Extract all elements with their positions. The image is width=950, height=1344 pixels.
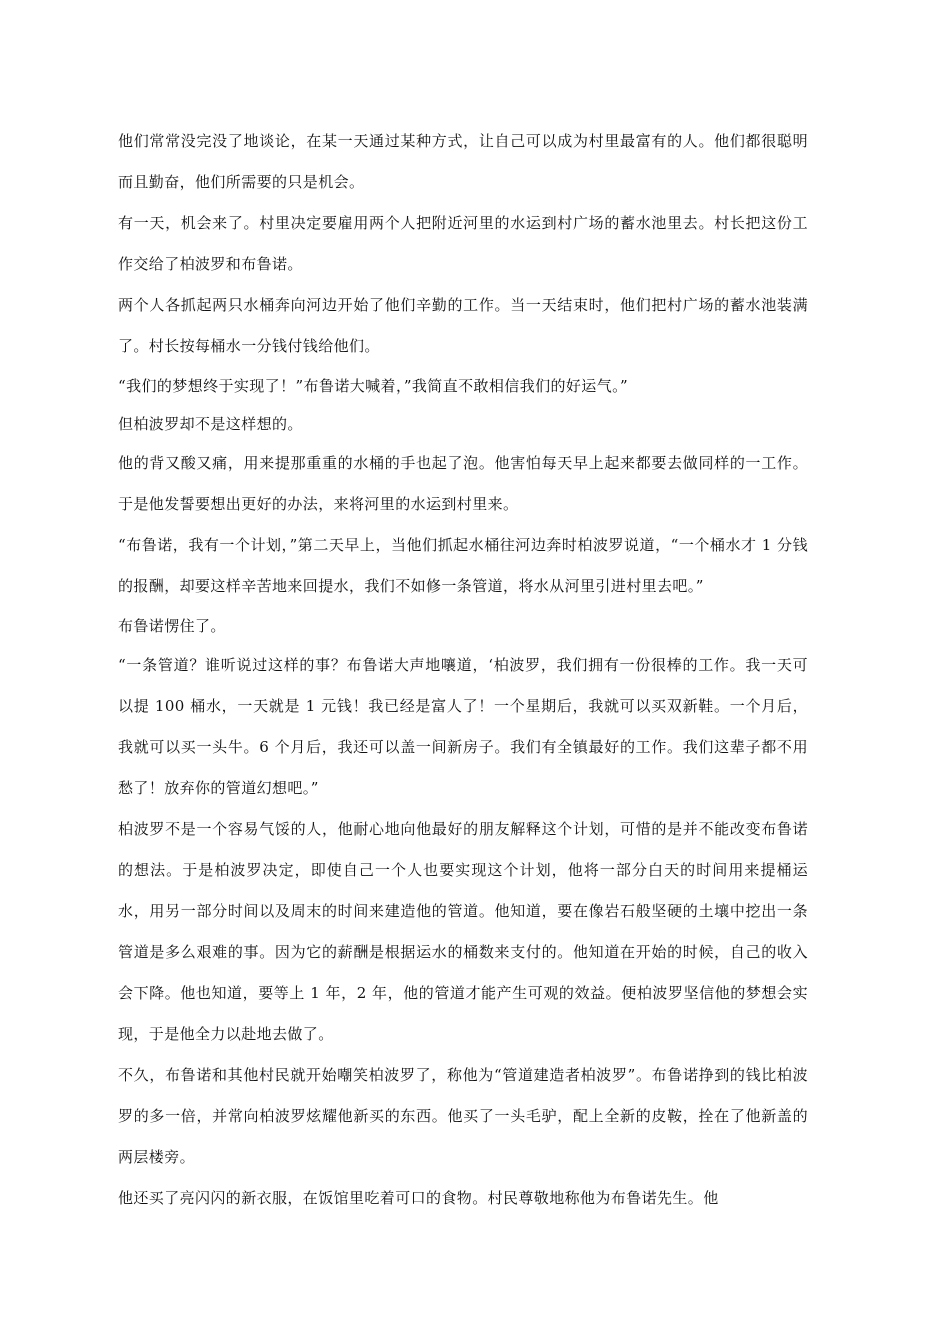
paragraph-3: 两个人各抓起两只水桶奔向河边开始了他们辛勤的工作。当一天结束时，他们把村广场的蓄水池装满了。村长按每桶水一分钱付钱给他们。 — [118, 296, 808, 355]
paragraph-9: “一条管道？谁听说过这样的事？布鲁诺大声地嚷道，‘柏波罗，我们拥有一份很棒的工作。我一天可以提 100 桶水，一天就是 1 元钱！我已经是富人了！一个星期后，我就可以买双新鞋。一个月后，我就可以买一头牛。6 个月后，我还可以盖一间新房子。我们有全镇最好的工作。我们这辈子都不用愁了！放弃你的管道幻想吧。” — [118, 656, 808, 797]
paragraph-11: 不久，布鲁诺和其他村民就开始嘲笑柏波罗了，称他为“管道建造者柏波罗”。布鲁诺挣到的钱比柏波罗的多一倍，并常向柏波罗炫耀他新买的东西。他买了一头毛驴，配上全新的皮鞍，拴在了他新盖的两层楼旁。 — [118, 1066, 808, 1166]
paragraph-12: 他还买了亮闪闪的新衣服，在饭馆里吃着可口的食物。村民尊敬地称他为布鲁诺先生。他 — [118, 1189, 719, 1207]
document-body — [118, 121, 808, 1219]
paragraph-8: 布鲁诺愣住了。 — [118, 617, 226, 635]
paragraph-5: 但柏波罗却不是这样想的。 — [118, 415, 303, 433]
paragraph-10: 柏波罗不是一个容易气馁的人，他耐心地向他最好的朋友解释这个计划，可惜的是并不能改变布鲁诺的想法。于是柏波罗决定，即使自己一个人也要实现这个计划，他将一部分白天的时间用来提桶运水，用另一部分时间以及周末的时间来建造他的管道。他知道，要在像岩石般坚硬的土壤中挖出一条管道是多么艰难的事。因为它的薪酬是根据运水的桶数来支付的。他知道在开始的时候，自己的收入会下降。他也知道，要等上 1 年，2 年，他的管道才能产生可观的效益。便柏波罗坚信他的梦想会实现，于是他全力以赴地去做了。 — [118, 820, 808, 1043]
paragraph-1: 他们常常没完没了地谈论，在某一天通过某种方式，让自己可以成为村里最富有的人。他们都很聪明而且勤奋，他们所需要的只是机会。 — [118, 132, 808, 191]
paragraph-4: “我们的梦想终于实现了！”布鲁诺大喊着，”我简直不敢相信我们的好运气。” — [118, 377, 629, 395]
paragraph-2: 有一天，机会来了。村里决定要雇用两个人把附近河里的水运到村广场的蓄水池里去。村长把这份工作交给了柏波罗和布鲁诺。 — [118, 214, 808, 273]
paragraph-6: 他的背又酸又痛，用来提那重重的水桶的手也起了泡。他害怕每天早上起来都要去做同样的一工作。于是他发誓要想出更好的办法，来将河里的水运到村里来。 — [118, 454, 808, 513]
paragraph-7: “布鲁诺，我有一个计划，”第二天早上，当他们抓起水桶往河边奔时柏波罗说道，“一个桶水才 1 分钱的报酬，却要这样辛苦地来回提水，我们不如修一条管道，将水从河里引进村里去吧。” — [118, 536, 808, 595]
